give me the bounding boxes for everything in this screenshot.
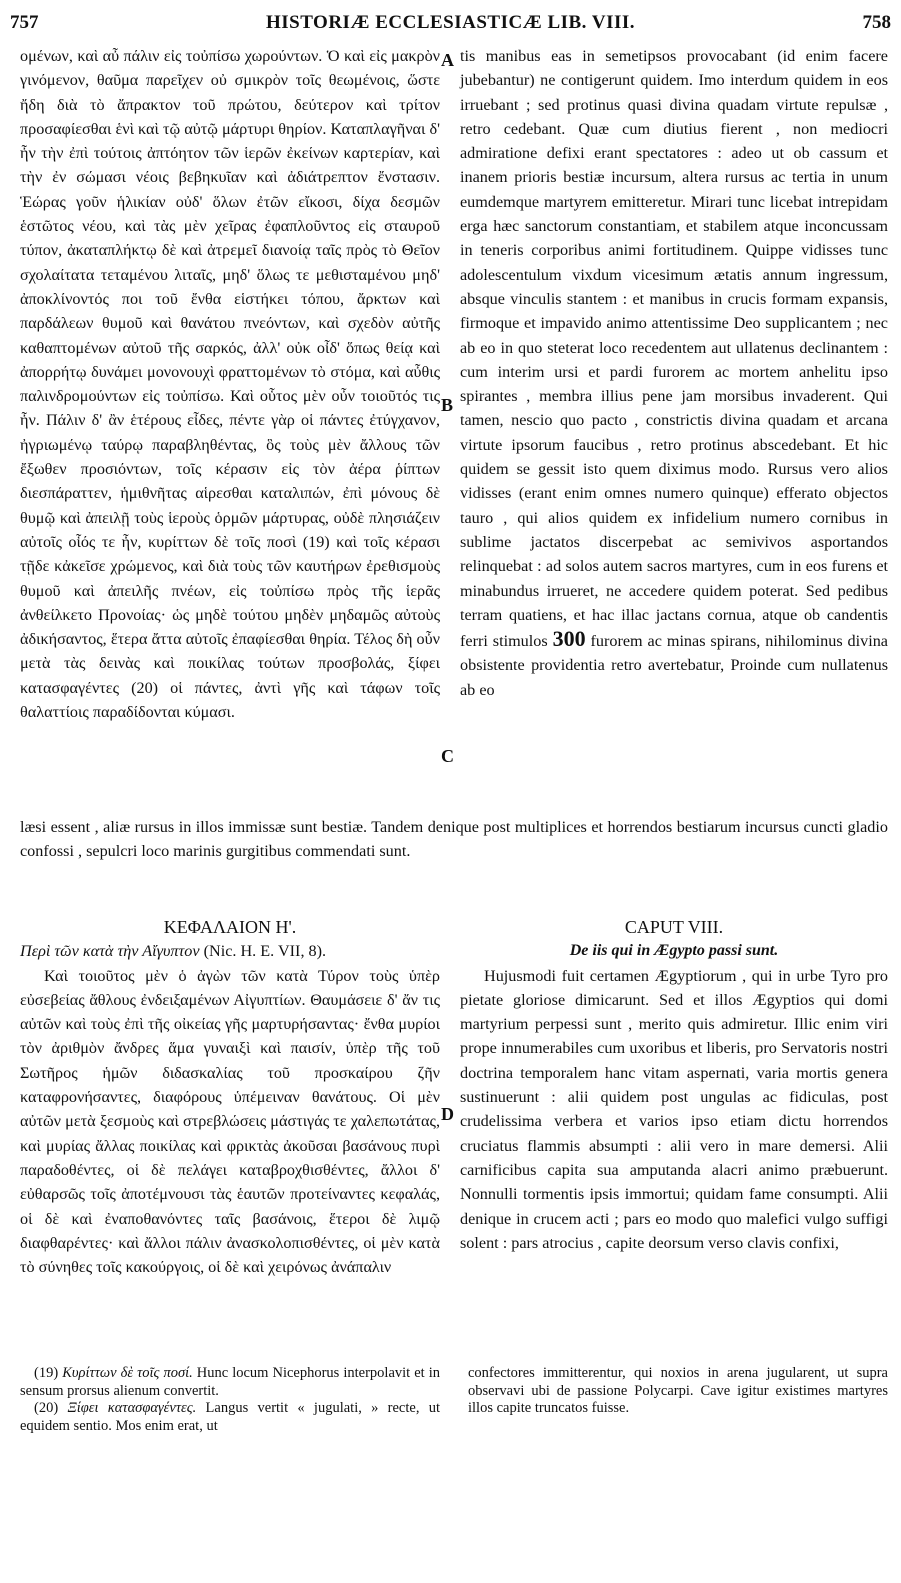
greek-column-top <box>20 44 440 724</box>
greek-paragraph-bottom: Καὶ τοιοῦτος μὲν ὁ ἀγὼν τῶν κατὰ Τύρον τοὺς ὑπὲρ εὐσεβείας ἄθλους ἐνδειξαμένων Αἰγυπτίων. Θαυμάσειε δ' ἄν τις αὐτῶν καὶ τοὺς ἐπὶ τῆς οἰκείας γῆς μαρτυρήσαντας· ἔνθα μυρίοι τὸν ἀριθμὸν ἄνδρες ἅμα γυναιξὶ καὶ παισίν, ὑπὲρ τῆς τοῦ Σωτῆρος ἡμῶν διδασκαλίας τοῦ προσκαίρου ζῆν καταφρονήσαντες, διαφόρους ὑπέμειναν θανάτους. Οἱ μὲν αὐτῶν μετὰ ξεσμοὺς καὶ στρεβλώσεις μάστιγάς τε χαλεπωτάτας, καὶ μυρίας ἄλλας ποικίλας καὶ φρικτὰς ἀκοῦσαι βασάνους πυρὶ παραδοθέντες, οἱ δὲ πελάγει καταβροχθισθέντες, ἄλλοι δ' εὐθαρσῶς τοῖς ἀποτέμνουσι τὰς ἑαυτῶν προτείναντες κεφαλάς, οἱ δὲ καὶ ἐναποθανόντες ταῖς βασάνοις, ἕτεροι δὲ λιμῷ διαφθαρέντες· καὶ ἄλλοι πάλιν ἀνασκολοπισθέντες, οἱ μὲν κατὰ τὸ σύνηθες τοῖς κακούργοις, οἱ δὲ καὶ χειρόνως ἀνάπαλιν <box>20 966 440 1277</box>
footnote-20 <box>20 1400 440 1435</box>
latin-chapter-subheading: De iis qui in Ægypto passi sunt. <box>569 942 779 960</box>
latin-paragraph-top-a: tis manibus eas in semetipsos provocabant (id enim facere jubebantur) ne contigerunt quidem. Imo interdum quidem in eos irruebant ; sed protinus quasi divina quadam virtute repulsæ , retro cedebant. Quæ cum diutius fierent , non mediocri admiratione defixi erant spectatores : adeo ut ob cassum et inanem prioris bestiæ incursum, altera rursus ac tertia in unum eumdemque martyrem emitteretur. Mirari tunc licebat intrepidam erga hæc sanctorum constantiam, et stabilem atque inconcussam in teneris corporibus animi fortitudinem. Quippe vidisses tunc adolescentulum vixdum vicesimum ætatis annum ingressum, absque vinculis stantem : et manibus in crucis formam expansis, firmoque et impavido animo attentissime Deo supplicantem ; nec ab eo in quo steterat loco recedentem aut ullatenus declinantem : cum interim ursi et pardi furorem ac mortem anhelitu ipso spirantes , membra illius pene jam morsibus invaderent. Qui tamen, nescio quo pacto , constrictis divina quadam et arcana virtute ipsorum faucibus , retro protinus abscedebant. Et hic quidem se gessit isto quem diximus modo. Rursus vero alios vidisses (erant enim omnes numero quinque) efferato objectos tauro , qui alios quidem ex infidelium numero cornibus in sublime jactatos discerpebat ac semivivos asportandos relinquebat : ad solos autem sacros martyres, cum in eos furens et minabundus irrueret, ne accedere quidem poterat. Sed pedibus terram quatiens, et hac illac jactans cornua, atque ob candentis ferri stimulos <box>460 47 888 651</box>
greek-subheading-reference: (Nic. H. E. VII, 8). <box>199 942 327 961</box>
footnote-19-text: Hunc locum Nicephorus interpolavit et in sensum prorsus alienum convertit. <box>20 1365 440 1399</box>
footnote-19 <box>20 1365 440 1400</box>
latin-paragraph-top <box>460 44 888 702</box>
greek-paragraph-top: ομένων, καὶ αὖ πάλιν εἰς τοὐπίσω χωρούντων. Ὁ καὶ εἰς μακρὸν γινόμενον, θαῦμα παρεῖχεν οὐ σμικρὸν τοῖς θεωμένοις, ὥστε ἤδη διὰ τὸ ἄπρακτον τοῦ πρώτου, δεύτερον καὶ τρίτον προσαφίεσθαι ἑνὶ καὶ τῷ αὐτῷ μάρτυρι θηρίον. Καταπλαγῆναι δ' ἦν τὴν ἐπὶ τούτοις ἀπτόητον τῶν ἱερῶν ἐκείνων καρτερίαν, καὶ τὴν ἐν σώμασι νέοις βεβηκυῖαν καὶ ἀδιάτρεπτον ἔνστασιν. Ἑώρας γοῦν ἡλικίαν οὐδ' ὅλων ἐτῶν εἴκοσι, δίχα δεσμῶν ἑστῶτος νέου, καὶ τὰς μὲν χεῖρας ἐφαπλοῦντος εἰς σταυροῦ τύπον, ἀκαταπλήκτῳ δὲ καὶ ἀτρεμεῖ διανοίᾳ ταῖς πρὸς τὸ Θεῖον σχολαίτατα τεταμένου λιταῖς, μηδ' ὅλως τε μεθισταμένου μηδ' ἀποκλίνοντός ποι τοῦ ἔνθα εἱστήκει τόπου, ἄρκτων καὶ παρδάλεων θυμοῦ καὶ θανάτου πνεόντων, καὶ σχεδὸν αὐτῆς καθαπτομένων αὐτοῦ τῆς σαρκός, ἀλλ' οὐκ οἶδ' ὅπως θείᾳ καὶ ἀπορρήτῳ δυνάμει μονονουχὶ φραττομένων τὸ στόμα, καὶ αὖθις παλινδρομούντων εἰς τοὐπίσω. Καὶ οὗτος μὲν οὖν τοιοῦτός τις ἦν. Πάλιν δ' ἂν ἑτέρους εἶδες, πέντε γὰρ οἱ πάντες ἐτύγχανον, ἠγριωμένῳ ταύρῳ παραβληθέντας, ὃς τοὺς μὲν ἄλλους τῶν ἔξωθεν προσιόντων, τοῖς κέρασιν εἰς τὸν ἀέρα ῥίπτων διεσπάραττεν, ἡμιθνῆτας αἱρεσθαι καταλιπών, ἐπὶ μόνους δὲ θυμῷ καὶ ἀπειλῇ τοὺς ἱεροὺς ὁρμῶν μάρτυρας, οὐδὲ πλησιάζειν αὐτοῖς οἷός τε ἦν, κυρίττων δὲ τοῖς ποσὶ (19) καὶ τοῖς κέρασι τῇδε κἀκεῖσε χρώμενος, καὶ διὰ τοὺς τῶν καυτήρων ἐρεθισμοὺς θυμοῦ καὶ ἀπειλῆς πνέων, εἰς τοὐπίσω πρὸς τῆς ἱερᾶς ἀνθείλκετο Προνοίας· ὡς μηδὲ τούτου μηδὲν μηδαμῶς αὐτοὺς ἀδικήσαντος, ἕτερα ἄττα αὐτοῖς ἐπαφίεσθαι θηρία. Τέλος δὴ οὖν μετὰ τὰς δεινὰς καὶ ποικίλας τούτων προσβολάς, ξίφει κατασφαγέντες (20) οἱ πάντες, ἀντὶ γῆς καὶ τάφων τοῖς θαλαττίοις παραδίδονται κύμασι. <box>20 47 440 722</box>
margin-marker-d: D <box>441 1104 454 1124</box>
running-title: HISTORIÆ ECCLESIASTICÆ LIB. VIII. <box>265 12 635 33</box>
footnote-20-greek: Ξίφει κατασφαγέντες. <box>67 1400 197 1416</box>
footnote-20-text: Langus vertit « jugulati, » recte, ut equidem sentio. Mos enim erat, ut <box>20 1400 441 1434</box>
latin-paragraph-top-b: furorem ac minas spirans, nihilominus divina obsistente providentia retro avertebatur, Proinde cum nullatenus ab eo <box>460 632 888 699</box>
running-header <box>10 12 891 42</box>
latin-column-bottom <box>460 915 888 1255</box>
full-width-continuation: læsi essent , aliæ rursus in illos immissæ sunt bestiæ. Tandem denique post multiplices et horrendos bestiarum incursus cuncti gladio confossi , sepulcri loco marinis gurgitibus commendati sunt. <box>20 818 888 861</box>
margin-marker-a: A <box>441 50 454 70</box>
latin-chapter-heading: CAPUT VIII. <box>624 917 724 937</box>
footnote-19-greek: Κυρίττων δὲ τοῖς ποσί. <box>62 1365 193 1381</box>
footnote-19-label: (19) <box>34 1365 59 1381</box>
footnotes-left <box>20 1365 440 1435</box>
column-number: 300 <box>552 626 586 652</box>
margin-marker-c: C <box>441 746 454 766</box>
latin-paragraph-bottom: Hujusmodi fuit certamen Ægyptiorum , qui in urbe Tyro pro pietate gloriose dimicarunt. Sed et illos Ægyptios qui domi martyrium perpessi sunt , merito quis admiretur. Illic enim viri prope innumerabiles cum uxoribus et liberis, pro Servatoris nostri doctrina temporalem hanc vitam aspernati, varia mortis genera sustinuerunt : alii quidem post ungulas ac fidiculas, post crudelissima verbera et varios ipso etiam dictu horrendos cruciatus flammis absumpti : alii vero in mare demersi. Alii carnificibus capita sua amputanda alacri animo præbuerunt. Nonnulli tormentis ipsis immortui; quidam fame consumpti. Alii denique in crucem acti ; pars eo modo quo malefici vulgo suffigi solent : pars atrocius , capite deorsum verso clavis confixi, <box>460 966 888 1252</box>
footnote-20-label: (20) <box>34 1400 59 1416</box>
greek-chapter-heading: ΚΕΦΑΛΑΙΟΝ Η'. <box>163 917 297 937</box>
margin-marker-b: B <box>441 395 454 415</box>
greek-subheading-title: Περὶ τῶν κατὰ τὴν Αἴγυπτον <box>20 942 200 961</box>
page-number-right: 758 <box>862 12 891 33</box>
footnotes-right: confectores immitterentur, qui noxios in arena jugularent, ut supra observavi ubi de passione Polycarpi. Cave igitur existimes martyres illos capite truncatos fuisse. <box>468 1365 888 1416</box>
latin-column-top <box>460 44 888 702</box>
page-number-left: 757 <box>10 12 39 33</box>
greek-chapter-subheading <box>20 939 440 963</box>
greek-column-bottom <box>20 915 440 1279</box>
